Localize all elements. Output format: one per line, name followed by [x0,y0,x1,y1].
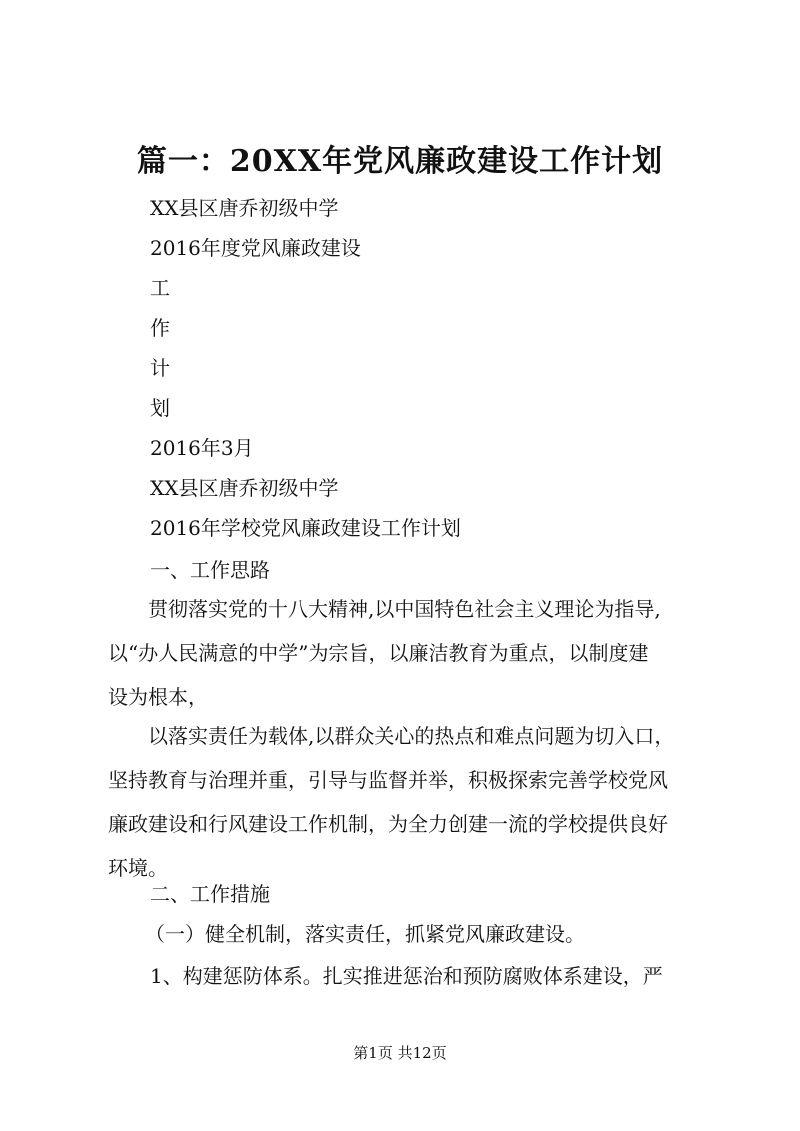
vertical-char-hua: 划 [150,396,170,420]
paragraph-line: 贯彻落实党的十八大精神,以中国特色社会主义理论为指导, [108,597,661,621]
plan-year-line: 2016年度党风廉政建设 [150,236,361,260]
paragraph-line: 廉政建设和行风建设工作机制，为全力创建一流的学校提供良好 [108,812,668,836]
school-name-line: XX县区唐乔初级中学 [150,196,339,220]
page-indicator: 第1页 共12页 [353,1044,447,1062]
date-line: 2016年3月 [150,436,254,460]
subsection-1-heading: （一）健全机制，落实责任，抓紧党风廉政建设。 [145,922,585,946]
school-name-line-2: XX县区唐乔初级中学 [150,476,339,500]
paragraph-work-thinking-2 [108,714,708,890]
item-1-line: 1、构建惩防体系。扎实推进惩治和预防腐败体系建设，严 [150,964,663,988]
document-title: 篇一：20XX年党风廉政建设工作计划 [136,144,664,179]
paragraph-line: 环境。 [108,856,168,880]
section-2-heading: 二、工作措施 [150,882,270,906]
paragraph-line: 设为根本， [108,685,208,709]
paragraph-line: 以落实责任为载体,以群众关心的热点和难点问题为切入口， [108,724,675,748]
vertical-char-ji: 计 [150,356,170,380]
paragraph-work-thinking-1 [108,587,708,719]
section-1-heading: 一、工作思路 [150,558,270,582]
vertical-char-zuo: 作 [150,316,170,340]
paragraph-line: 坚持教育与治理并重，引导与监督并举，积极探索完善学校党风 [108,768,668,792]
paragraph-line: 以“办人民满意的中学”为宗旨，以廉洁教育为重点，以制度建 [108,641,649,665]
vertical-char-gong: 工 [150,276,170,300]
plan-title-line: 2016年学校党风廉政建设工作计划 [150,516,461,540]
